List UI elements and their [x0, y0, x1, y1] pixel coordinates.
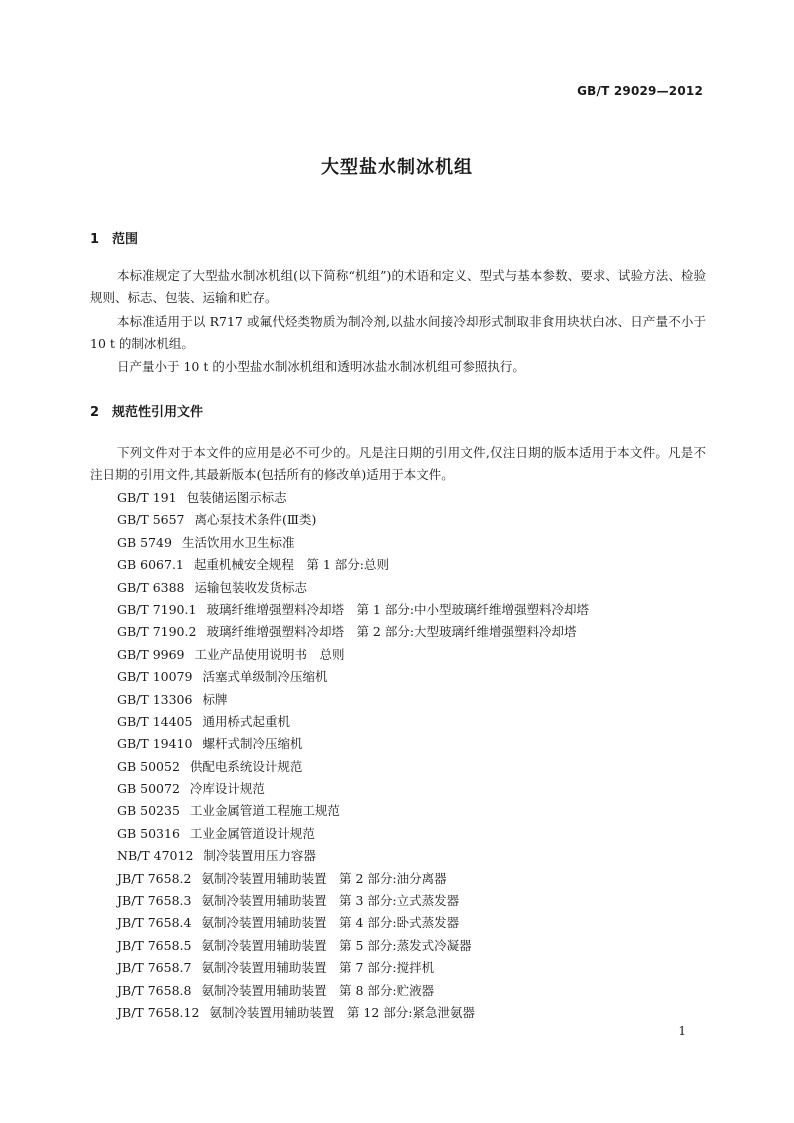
reference-item — [117, 577, 589, 599]
reference-title: 氨制冷装置用辅助装置 第 4 部分:卧式蒸发器 — [201, 915, 460, 931]
reference-code: GB 50235 — [117, 803, 180, 819]
reference-title: 氨制冷装置用辅助装置 第 5 部分:蒸发式冷凝器 — [201, 937, 472, 953]
reference-item — [117, 957, 589, 979]
paragraph: 下列文件对于本文件的应用是必不可少的。凡是注日期的引用文件,仅注日期的版本适用于本文件。凡是不注日期的引用文件,其最新版本(包括所有的修改单)适用于本文件。 — [90, 445, 706, 482]
reference-item — [117, 532, 589, 554]
reference-title: 氨制冷装置用辅助装置 第 3 部分:立式蒸发器 — [201, 893, 460, 909]
reference-item — [117, 912, 589, 934]
page-number: 1 — [678, 1024, 686, 1038]
reference-item — [117, 554, 589, 576]
reference-code: GB/T 10079 — [117, 669, 193, 685]
section-title: 规范性引用文件 — [112, 405, 204, 420]
reference-item — [117, 868, 589, 890]
normative-references-list — [117, 487, 589, 1024]
reference-title: 活塞式单级制冷压缩机 — [202, 669, 328, 685]
reference-code: GB/T 6388 — [117, 579, 185, 595]
reference-code: JB/T 7658.7 — [117, 960, 192, 976]
reference-item — [117, 666, 589, 688]
reference-item — [117, 778, 589, 800]
reference-item — [117, 733, 589, 755]
reference-item — [117, 1002, 589, 1024]
reference-code: GB/T 7190.1 — [117, 601, 197, 617]
reference-title: 冷库设计规范 — [189, 781, 265, 797]
reference-item — [117, 800, 589, 822]
section-1-heading — [90, 228, 138, 247]
reference-code: GB/T 5657 — [117, 512, 185, 528]
reference-title: 氨制冷装置用辅助装置 第 12 部分:紧急泄氨器 — [209, 1004, 475, 1020]
reference-code: JB/T 7658.8 — [117, 982, 192, 998]
reference-code: NB/T 47012 — [117, 848, 194, 864]
reference-title: 运输包装收发货标志 — [194, 579, 308, 595]
reference-title: 离心泵技术条件(Ⅲ类) — [194, 512, 317, 528]
reference-code: GB/T 14405 — [117, 713, 193, 729]
paragraph: 本标准适用于以 R717 或氟代烃类物质为制冷剂,以盐水间接冷却形式制取非食用块状白冰、日产量不小于 10 t 的制冰机组。 — [90, 314, 706, 351]
section-2-heading — [90, 401, 203, 420]
reference-title: 通用桥式起重机 — [202, 713, 290, 729]
reference-title: 工业金属管道设计规范 — [189, 825, 315, 841]
reference-title: 供配电系统设计规范 — [189, 758, 303, 774]
reference-title: 玻璃纤维增强塑料冷却塔 第 2 部分:大型玻璃纤维增强塑料冷却塔 — [206, 624, 577, 640]
reference-title: 制冷装置用压力容器 — [203, 848, 316, 864]
reference-code: JB/T 7658.4 — [117, 915, 192, 931]
reference-title: 工业金属管道工程施工规范 — [189, 803, 340, 819]
reference-item — [117, 980, 589, 1002]
reference-code: GB 50316 — [117, 825, 180, 841]
document-title: 大型盐水制冰机组 — [321, 157, 473, 178]
reference-code: GB/T 191 — [117, 490, 177, 505]
reference-code: GB 6067.1 — [117, 557, 184, 573]
reference-code: JB/T 7658.12 — [117, 1004, 200, 1020]
section-number: 2 — [90, 405, 100, 420]
reference-item — [117, 711, 589, 733]
reference-code: GB/T 19410 — [117, 736, 193, 752]
reference-item — [117, 644, 589, 666]
reference-title: 生活饮用水卫生标准 — [181, 534, 295, 550]
reference-code: GB/T 7190.2 — [117, 624, 197, 640]
reference-item — [117, 599, 589, 621]
reference-code: GB/T 9969 — [117, 646, 185, 662]
reference-title: 氨制冷装置用辅助装置 第 7 部分:搅拌机 — [201, 960, 435, 976]
reference-item — [117, 756, 589, 778]
reference-item — [117, 823, 589, 845]
reference-code: GB/T 13306 — [117, 691, 193, 707]
reference-code: JB/T 7658.5 — [117, 937, 192, 953]
standard-number: GB/T 29029—2012 — [577, 84, 703, 98]
reference-title: 标牌 — [202, 691, 228, 707]
reference-code: GB 50052 — [117, 758, 180, 774]
paragraph: 本标准规定了大型盐水制冰机组(以下简称“机组”)的术语和定义、型式与基本参数、要求、试验方法、检验规则、标志、包装、运输和贮存。 — [90, 268, 706, 305]
reference-title: 工业产品使用说明书 总则 — [194, 646, 345, 662]
reference-item — [117, 509, 589, 531]
reference-title: 氨制冷装置用辅助装置 第 2 部分:油分离器 — [201, 870, 447, 886]
reference-title: 起重机械安全规程 第 1 部分:总则 — [193, 557, 390, 573]
reference-item — [117, 890, 589, 912]
reference-item — [117, 845, 589, 867]
section-title: 范围 — [112, 232, 139, 247]
reference-code: JB/T 7658.3 — [117, 893, 192, 909]
reference-code: JB/T 7658.2 — [117, 870, 192, 886]
reference-title: 氨制冷装置用辅助装置 第 8 部分:贮液器 — [201, 982, 435, 998]
reference-item — [117, 689, 589, 711]
reference-title: 螺杆式制冷压缩机 — [202, 736, 303, 752]
reference-code: GB 50072 — [117, 781, 180, 797]
reference-item — [117, 935, 589, 957]
reference-code: GB 5749 — [117, 534, 172, 550]
reference-title: 包装储运图示标志 — [186, 490, 287, 505]
paragraph: 日产量小于 10 t 的小型盐水制冰机组和透明冰盐水制冰机组可参照执行。 — [117, 359, 525, 374]
reference-item — [117, 621, 589, 643]
reference-item — [117, 487, 589, 509]
reference-title: 玻璃纤维增强塑料冷却塔 第 1 部分:中小型玻璃纤维增强塑料冷却塔 — [206, 601, 590, 617]
section-number: 1 — [90, 232, 100, 247]
